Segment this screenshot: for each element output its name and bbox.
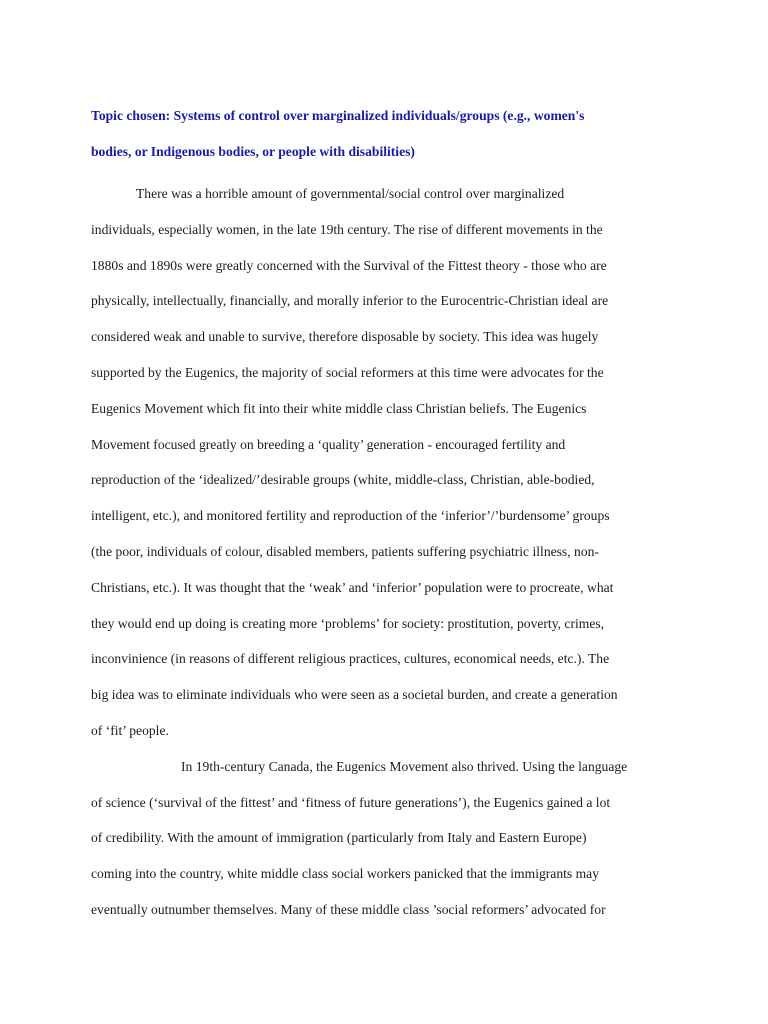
paragraph-1-line: (the poor, individuals of colour, disabled members, patients suffering psychiatric illness, non- [91,543,599,559]
paragraph-1-line: 1880s and 1890s were greatly concerned with the Survival of the Fittest theory - those who are [91,257,607,273]
paragraph-1-line: Christians, etc.). It was thought that the ‘weak’ and ‘inferior’ population were to procreate, what [91,579,614,595]
paragraph-1-line: Movement focused greatly on breeding a ‘quality’ generation - encouraged fertility and [91,436,566,452]
paragraph-1-line: of ‘fit’ people. [91,722,169,738]
paragraph-2-line: of science (‘survival of the fittest’ and ‘fitness of future generations’), the Eugenics gained a lot [91,794,611,810]
paragraph-1-line: intelligent, etc.), and monitored fertility and reproduction of the ‘inferior’/’burdensome’ groups [91,508,610,524]
paragraph-1-line: reproduction of the ‘idealized/’desirable groups (white, middle-class, Christian, able-bodied, [91,472,595,488]
paragraph-2-line: of credibility. With the amount of immigration (particularly from Italy and Eastern Europe) [91,830,587,846]
essay-body [91,182,691,934]
paragraph-1-line: physically, intellectually, financially, and morally inferior to the Eurocentric-Christian ideal are [91,293,609,309]
topic-line-2: bodies, or Indigenous bodies, or people with disabilities) [91,144,415,159]
topic-heading [91,104,691,176]
paragraph-1-line: Eugenics Movement which fit into their white middle class Christian beliefs. The Eugenics [91,400,587,416]
paragraph-2-line: In 19th-century Canada, the Eugenics Movement also thrived. Using the language [181,758,628,774]
paragraph-2-line: eventually outnumber themselves. Many of these middle class ’social reformers’ advocated for [91,901,606,917]
paragraph-1-line: big idea was to eliminate individuals who were seen as a societal burden, and create a generation [91,687,618,703]
paragraph-1-line: There was a horrible amount of governmental/social control over marginalized [136,186,565,201]
paragraph-1-line: inconvinience (in reasons of different religious practices, cultures, economical needs, etc.). The [91,651,610,667]
paragraph-1-line: supported by the Eugenics, the majority of social reformers at this time were advocates for the [91,364,604,380]
paragraph-1-line: individuals, especially women, in the late 19th century. The rise of different movements in the [91,221,603,237]
topic-line-1: Topic chosen: Systems of control over marginalized individuals/groups (e.g., women's [91,108,585,123]
paragraph-1-line: they would end up doing is creating more ‘problems’ for society: prostitution, poverty, crimes, [91,615,605,631]
paragraph-1-line: considered weak and unable to survive, therefore disposable by society. This idea was hugely [91,329,599,345]
paragraph-2-line: coming into the country, white middle class social workers panicked that the immigrants may [91,866,600,882]
